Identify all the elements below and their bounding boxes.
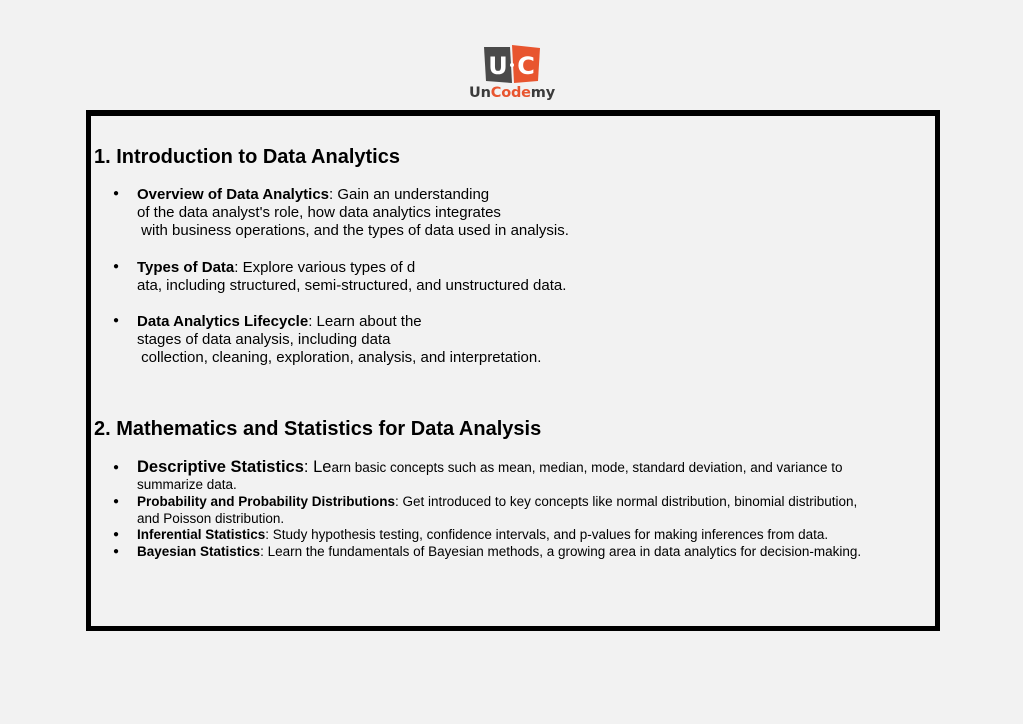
uncodemy-logo-mark xyxy=(484,45,540,83)
list-item-first-line: Inferential Statistics: Study hypothesis testing, confidence intervals, and p-values for making inferences from data. xyxy=(137,527,829,542)
section-heading: 2. Mathematics and Statistics for Data Analysis xyxy=(94,418,542,440)
bullet-icon: ● xyxy=(113,496,120,507)
list-item-line: collection, cleaning, exploration, analysis, and interpretation. xyxy=(137,349,542,366)
bullet-icon: ● xyxy=(113,546,120,557)
logo-mark-left: U xyxy=(488,52,508,80)
bullet-icon: ● xyxy=(113,529,120,540)
content-box xyxy=(86,110,940,631)
list-item-first-line: Probability and Probability Distributions: Get introduced to key concepts like normal distribution, binomial distribution, xyxy=(137,494,858,509)
list-item-line: summarize data. xyxy=(137,477,237,492)
list-item-line: with business operations, and the types of data used in analysis. xyxy=(137,222,569,239)
list-item-line: of the data analyst's role, how data analytics integrates xyxy=(137,204,501,221)
list-item-first-line: Types of Data: Explore various types of d xyxy=(137,259,416,276)
bullet-icon: ● xyxy=(113,315,120,326)
list-item-first-line: Bayesian Statistics: Learn the fundamentals of Bayesian methods, a growing area in data analytics for decision-making. xyxy=(137,544,862,559)
list-item-first-line: Data Analytics Lifecycle: Learn about the xyxy=(137,313,422,330)
bullet-icon: ● xyxy=(113,188,120,199)
list-item-line: and Poisson distribution. xyxy=(137,511,285,526)
list-item-first-line: Descriptive Statistics: Learn basic concepts such as mean, median, mode, standard deviation, and variance to xyxy=(137,458,843,476)
uncodemy-logo xyxy=(466,45,558,105)
list-item-line: ata, including structured, semi-structured, and unstructured data. xyxy=(137,277,567,294)
bullet-icon: ● xyxy=(113,462,120,473)
bullet-icon: ● xyxy=(113,261,120,272)
section-heading: 1. Introduction to Data Analytics xyxy=(94,146,400,168)
list-item-line: stages of data analysis, including data xyxy=(137,331,391,348)
logo-wordmark: UnCodemy xyxy=(469,85,555,101)
logo-mark-right: C xyxy=(517,52,535,80)
list-item-first-line: Overview of Data Analytics: Gain an understanding xyxy=(137,186,490,203)
